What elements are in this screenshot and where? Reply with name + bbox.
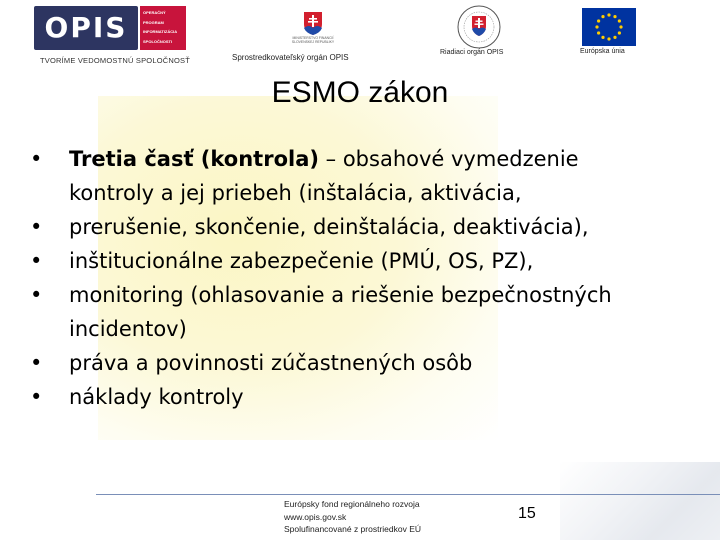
bullet-text: práva a povinnosti zúčastnených osôb xyxy=(69,351,473,375)
bullet-item xyxy=(0,346,720,380)
bullet-marker: • xyxy=(30,249,43,273)
opis-sub-line: INFORMATIZÁCIA xyxy=(143,29,178,34)
ministry-emblem xyxy=(276,10,350,50)
bullet-marker: • xyxy=(30,147,43,171)
footer-line-fund: Európsky fond regionálneho rozvoja xyxy=(284,499,420,509)
opis-sub-line: OPERAČNÝ xyxy=(143,10,166,15)
bullet-marker: • xyxy=(30,215,43,239)
sprostredkovatelsky-organ-label: Sprostredkovateľský orgán OPIS xyxy=(232,53,349,62)
eu-star xyxy=(597,31,600,34)
footer-decoration xyxy=(560,462,720,540)
footer-info xyxy=(284,498,421,536)
opis-slogan: TVORÍME VEDOMOSTNÚ SPOLOČNOSŤ xyxy=(40,56,190,65)
footer-line-cofinanced: Spolufinancované z prostriedkov EÚ xyxy=(284,524,422,534)
footer-divider xyxy=(96,494,720,495)
bullet-list xyxy=(0,142,720,414)
slide-title: ESMO zákon xyxy=(271,76,449,109)
eu-star xyxy=(601,36,604,39)
bullet-text: monitoring (ohlasovanie a riešenie bezpečnostných xyxy=(69,283,612,307)
ministry-line: MINISTERSTVO FINANCIÍ xyxy=(292,36,334,40)
slovak-coat-of-arms-icon xyxy=(276,10,350,36)
opis-sub-line: PROGRAM xyxy=(143,19,164,25)
eu-star xyxy=(607,13,610,16)
bullet-bold-text: Tretia časť (kontrola) xyxy=(69,147,319,171)
eu-star xyxy=(618,31,621,34)
bullet-marker: • xyxy=(30,385,43,409)
bullet-marker: • xyxy=(30,351,43,375)
eu-star xyxy=(618,19,621,22)
eu-label: Európska únia xyxy=(580,48,625,55)
bullet-text: – obsahové vymedzenie xyxy=(318,147,579,171)
government-seal-icon xyxy=(456,4,502,50)
bullet-item xyxy=(0,210,720,244)
opis-logo-sublabel xyxy=(140,6,186,50)
bullet-item xyxy=(0,278,720,346)
bullet-item xyxy=(0,380,720,414)
riadiaci-organ-label: Riadiaci orgán OPIS xyxy=(440,49,504,56)
eu-star xyxy=(613,15,616,18)
opis-logo xyxy=(34,6,186,50)
ministry-line: SLOVENSKEJ REPUBLIKY xyxy=(291,40,335,45)
eu-flag-icon xyxy=(582,8,636,46)
bullet-item xyxy=(0,244,720,278)
bullet-text: kontroly a jej priebeh (inštalácia, aktivácia, xyxy=(69,181,522,205)
eu-star xyxy=(613,36,616,39)
eu-star xyxy=(619,25,622,28)
bullet-text: incidentov) xyxy=(69,317,187,341)
opis-sub-line: SPOLOČNOSTI xyxy=(143,38,173,44)
eu-star xyxy=(597,19,600,22)
bullet-text: prerušenie, skončenie, deinštalácia, deaktivácia), xyxy=(69,215,589,239)
bullet-item xyxy=(0,142,720,210)
bullet-marker: • xyxy=(30,283,43,307)
footer-link-website[interactable]: www.opis.gov.sk xyxy=(284,511,347,522)
bullet-text: náklady kontroly xyxy=(69,385,244,409)
bullet-text: inštitucionálne zabezpečenie (PMÚ, OS, PZ), xyxy=(69,249,534,273)
page-number: 15 xyxy=(518,505,536,522)
opis-logo-wordmark: OPIS xyxy=(34,6,138,50)
eu-star xyxy=(601,15,604,18)
eu-star xyxy=(595,25,598,28)
eu-star xyxy=(607,37,610,40)
